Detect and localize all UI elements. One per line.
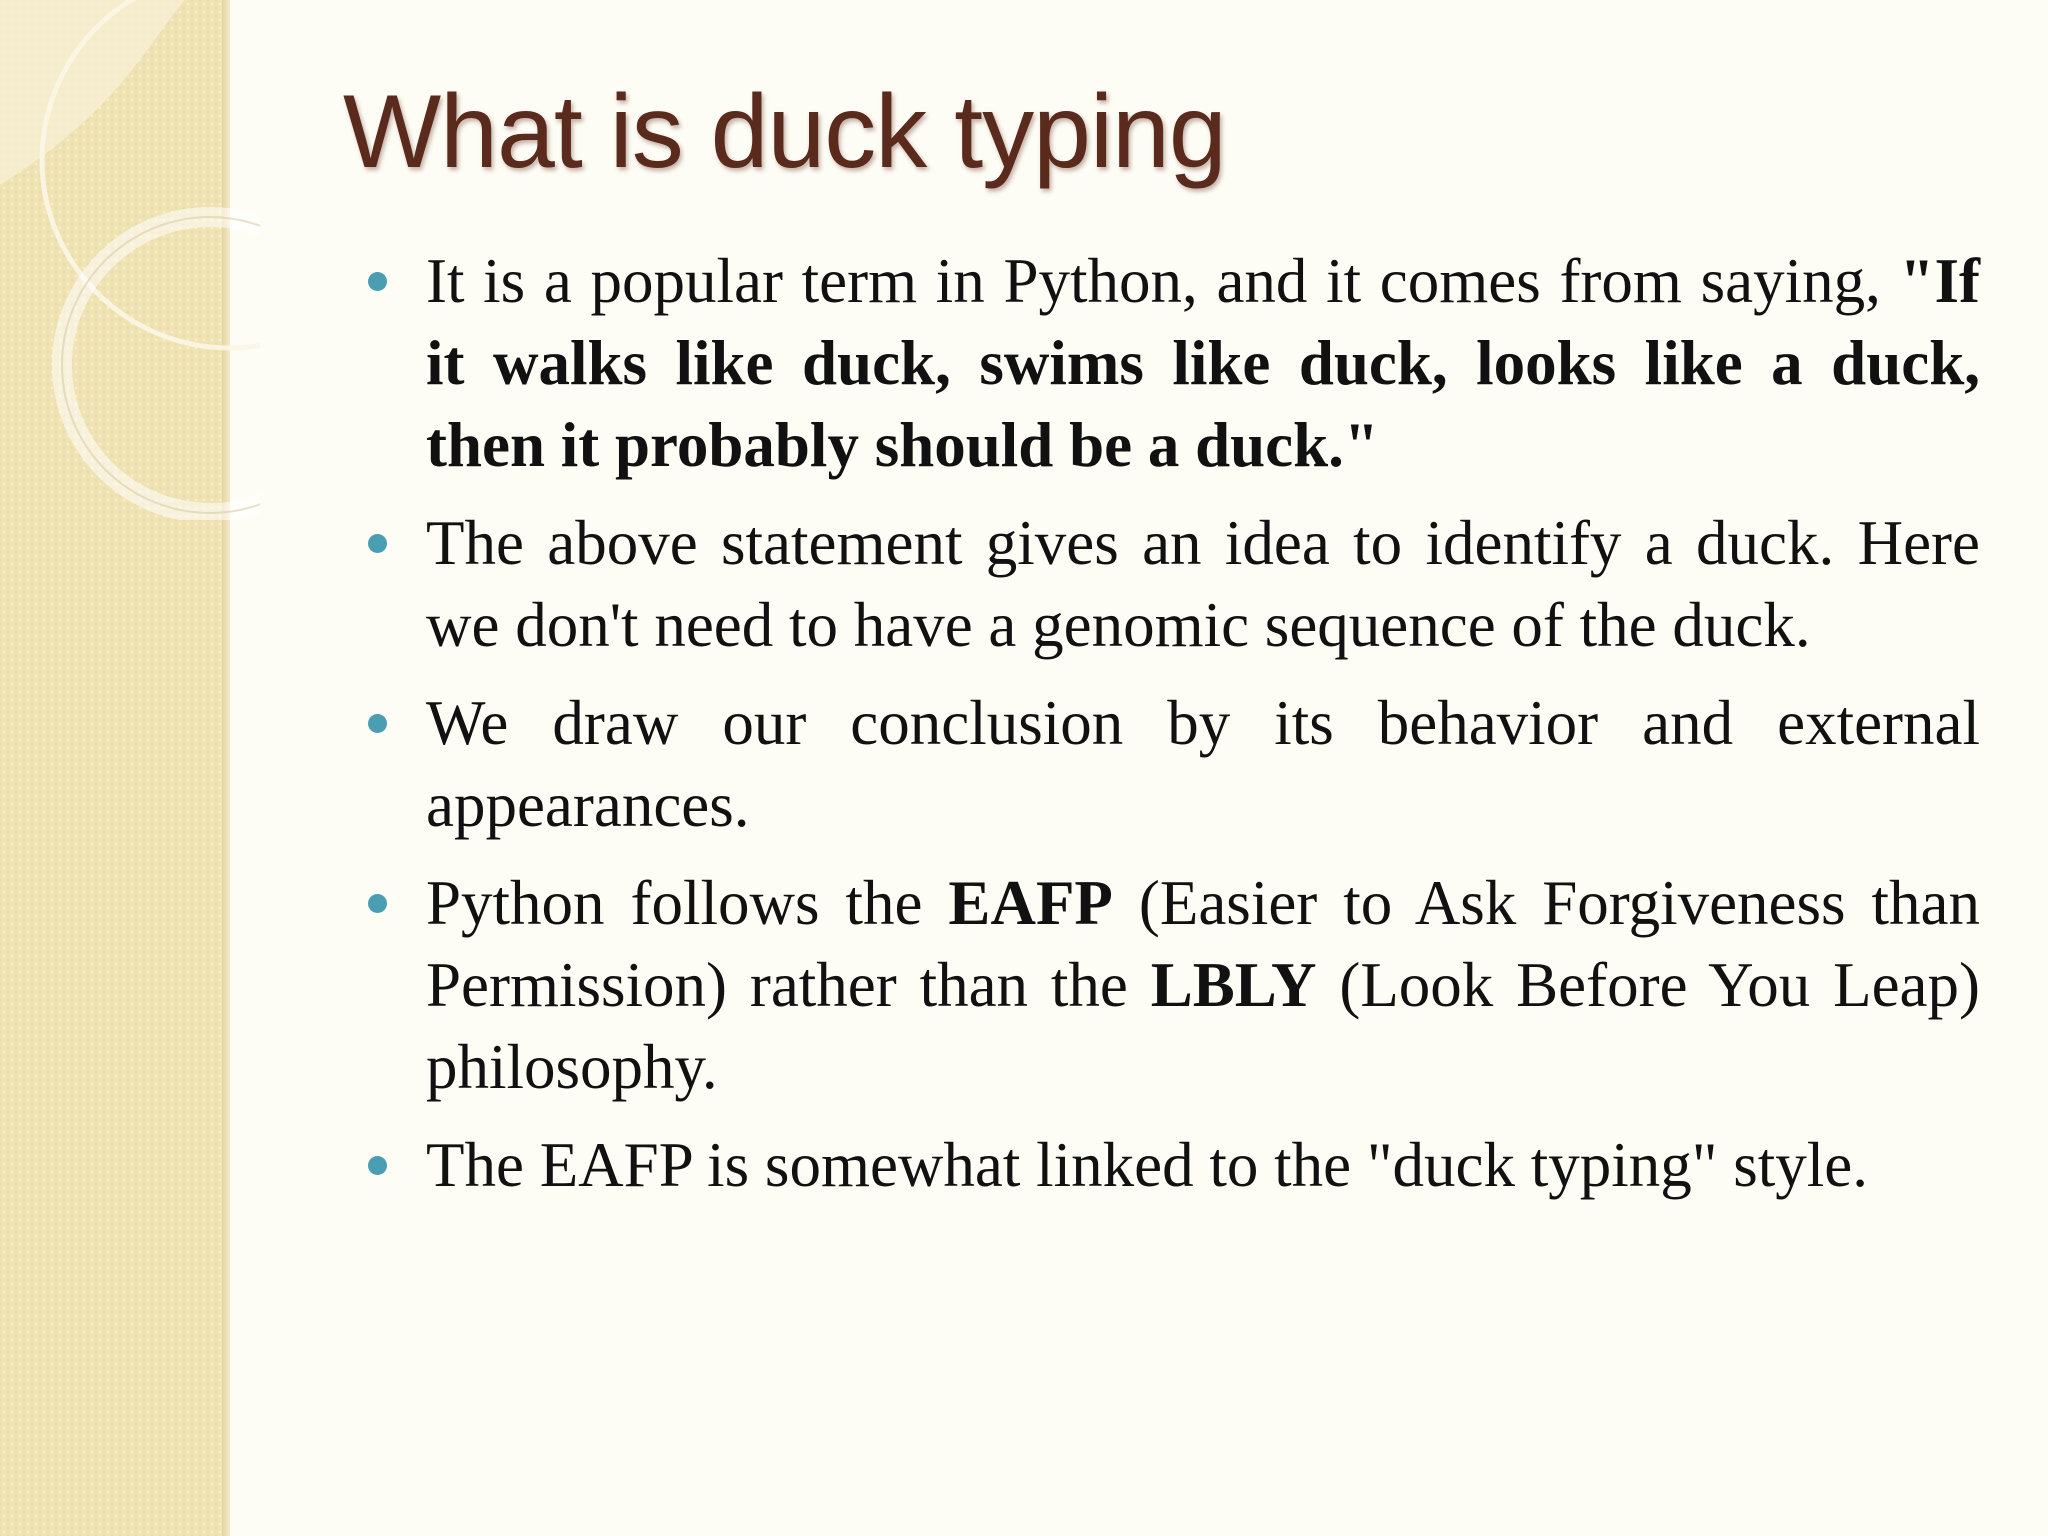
- bullet-dot-icon: [368, 1156, 387, 1175]
- bullet-item: [360, 502, 1980, 666]
- bullet-text: (Easier to Ask Forgiveness than Permission) rather than the: [426, 868, 1980, 1020]
- bullet-dot-icon: [368, 894, 387, 913]
- bullet-text: (Look Before You Leap) philosophy.: [426, 950, 1980, 1102]
- bullet-dot-icon: [368, 714, 387, 733]
- eafp-term: EAFP: [948, 868, 1113, 938]
- bullet-dot-icon: [368, 272, 387, 291]
- duck-saying-quote: "If it walks like duck, swims like duck, looks like a duck, then it probably should be a duck.": [426, 246, 1980, 480]
- lbly-term: LBLY: [1150, 950, 1317, 1020]
- bullet-item: [360, 1124, 1980, 1206]
- decorative-rings-graphic: [0, 0, 260, 520]
- bullet-item: [360, 682, 1980, 846]
- bullet-text: The EAFP is somewhat linked to the "duck typing" style.: [426, 1130, 1868, 1200]
- bullet-text: The above statement gives an idea to identify a duck. Here we don't need to have a genomic sequence of the duck.: [426, 508, 1980, 660]
- bullet-text: We draw our conclusion by its behavior and external appearances.: [426, 688, 1980, 840]
- slide-title: What is duck typing: [343, 74, 1226, 190]
- bullet-text: Python follows the: [426, 868, 949, 938]
- bullet-item: [360, 240, 1980, 486]
- bullet-item: [360, 862, 1980, 1108]
- bullet-text: It is a popular term in Python, and it comes from saying,: [426, 246, 1900, 316]
- bullet-dot-icon: [368, 534, 387, 553]
- bullet-list: [360, 240, 1980, 1222]
